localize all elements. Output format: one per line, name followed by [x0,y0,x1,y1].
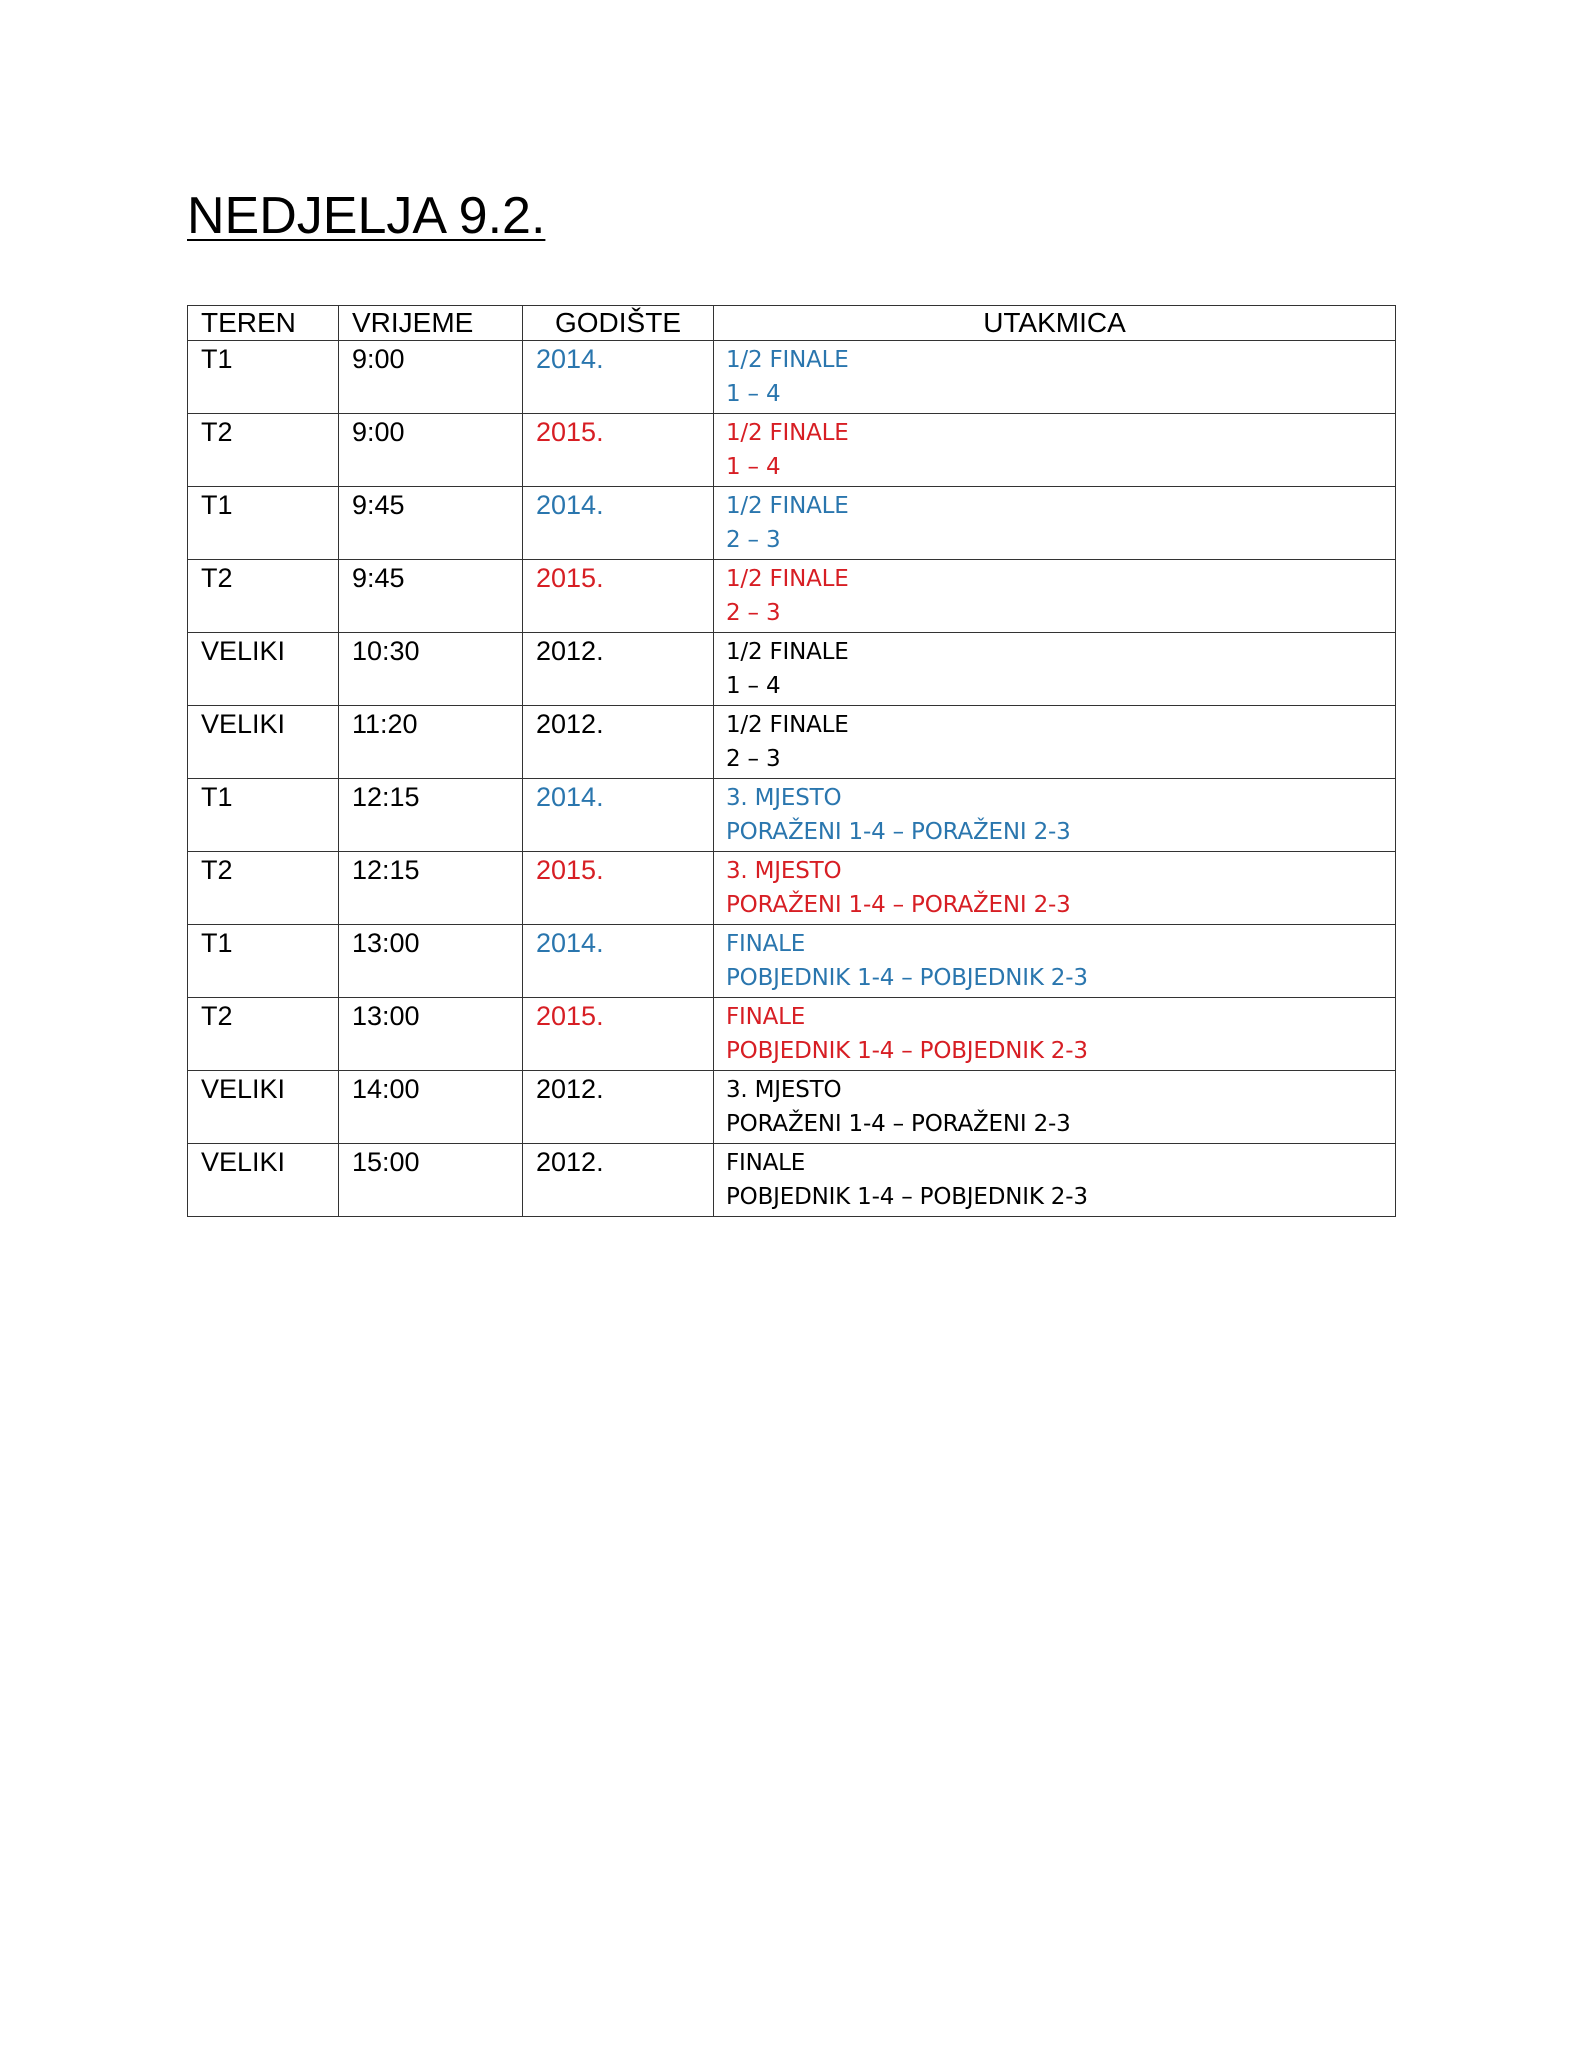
page-title: NEDJELJA 9.2. [187,187,546,245]
utakmica-cell [714,341,1396,414]
teren: T1 [201,490,233,520]
vrijeme-cell [339,633,523,706]
godiste: 2015. [536,417,604,447]
godiste-cell [523,1071,714,1144]
utakmica-cell [714,852,1396,925]
vrijeme: 9:45 [352,563,405,593]
teren: VELIKI [201,1147,286,1177]
table-row [188,706,1396,779]
table-row [188,487,1396,560]
godiste: 2014. [536,490,604,520]
match-stage: 1/2 FINALE [726,639,849,665]
match-pairing: PORAŽENI 1-4 – PORAŽENI 2-3 [726,819,1071,845]
match-pairing: PORAŽENI 1-4 – PORAŽENI 2-3 [726,1111,1071,1137]
table-row [188,998,1396,1071]
vrijeme: 12:15 [352,782,420,812]
utakmica-cell [714,633,1396,706]
godiste-cell [523,633,714,706]
vrijeme-cell [339,1144,523,1217]
teren-cell [188,852,339,925]
match-pairing: 1 – 4 [726,673,781,699]
match-pairing: 2 – 3 [726,527,781,553]
teren-cell [188,414,339,487]
vrijeme: 9:45 [352,490,405,520]
godiste: 2015. [536,1001,604,1031]
teren: T1 [201,344,233,374]
godiste: 2014. [536,928,604,958]
schedule-body [188,341,1396,1217]
teren: VELIKI [201,1074,286,1104]
teren: T1 [201,782,233,812]
match-pairing: POBJEDNIK 1-4 – POBJEDNIK 2-3 [726,965,1088,991]
match-stage: 1/2 FINALE [726,420,849,446]
godiste: 2012. [536,636,604,666]
teren-cell [188,633,339,706]
teren: T2 [201,1001,233,1031]
utakmica-cell [714,925,1396,998]
teren-cell [188,1144,339,1217]
match-pairing: 1 – 4 [726,454,781,480]
teren-cell [188,1071,339,1144]
utakmica-cell [714,779,1396,852]
vrijeme-cell [339,1071,523,1144]
teren: T2 [201,563,233,593]
vrijeme-cell [339,487,523,560]
teren: T2 [201,855,233,885]
teren: VELIKI [201,636,286,666]
schedule-table [187,305,1396,1217]
vrijeme: 9:00 [352,417,405,447]
teren-cell [188,925,339,998]
table-row [188,560,1396,633]
match-pairing: POBJEDNIK 1-4 – POBJEDNIK 2-3 [726,1038,1088,1064]
utakmica-cell [714,1071,1396,1144]
godiste: 2012. [536,1074,604,1104]
vrijeme-cell [339,925,523,998]
match-stage: 1/2 FINALE [726,493,849,519]
vrijeme-cell [339,706,523,779]
utakmica-cell [714,487,1396,560]
teren: T2 [201,417,233,447]
utakmica-cell [714,706,1396,779]
teren-cell [188,706,339,779]
match-stage: 1/2 FINALE [726,347,849,373]
header-godiste: GODIŠTE [523,306,714,341]
godiste-cell [523,341,714,414]
teren: T1 [201,928,233,958]
godiste: 2012. [536,1147,604,1177]
teren-cell [188,779,339,852]
godiste-cell [523,487,714,560]
match-stage: 3. MJESTO [726,858,842,884]
godiste-cell [523,706,714,779]
vrijeme-cell [339,998,523,1071]
godiste: 2015. [536,563,604,593]
utakmica-cell [714,998,1396,1071]
table-row [188,1144,1396,1217]
table-row [188,925,1396,998]
match-pairing: PORAŽENI 1-4 – PORAŽENI 2-3 [726,892,1071,918]
match-stage: 3. MJESTO [726,1077,842,1103]
godiste: 2014. [536,344,604,374]
godiste: 2012. [536,709,604,739]
utakmica-cell [714,414,1396,487]
godiste-cell [523,1144,714,1217]
match-pairing: 2 – 3 [726,746,781,772]
header-utakmica: UTAKMICA [714,306,1396,341]
godiste-cell [523,852,714,925]
godiste-cell [523,925,714,998]
vrijeme-cell [339,341,523,414]
match-stage: 1/2 FINALE [726,566,849,592]
match-pairing: 2 – 3 [726,600,781,626]
vrijeme: 15:00 [352,1147,420,1177]
match-pairing: 1 – 4 [726,381,781,407]
utakmica-cell [714,1144,1396,1217]
teren-cell [188,487,339,560]
godiste-cell [523,779,714,852]
vrijeme: 13:00 [352,1001,420,1031]
table-row [188,633,1396,706]
teren-cell [188,560,339,633]
godiste-cell [523,560,714,633]
vrijeme: 10:30 [352,636,420,666]
table-header-row [188,306,1396,341]
teren: VELIKI [201,709,286,739]
match-pairing: POBJEDNIK 1-4 – POBJEDNIK 2-3 [726,1184,1088,1210]
vrijeme: 12:15 [352,855,420,885]
table-row [188,414,1396,487]
match-stage: FINALE [726,1150,806,1176]
table-row [188,779,1396,852]
table-row [188,341,1396,414]
godiste: 2014. [536,782,604,812]
table-row [188,1071,1396,1144]
header-vrijeme: VRIJEME [339,306,523,341]
teren-cell [188,998,339,1071]
utakmica-cell [714,560,1396,633]
match-stage: 3. MJESTO [726,785,842,811]
vrijeme-cell [339,779,523,852]
teren-cell [188,341,339,414]
vrijeme: 11:20 [352,709,418,739]
header-teren: TEREN [188,306,339,341]
vrijeme: 14:00 [352,1074,420,1104]
vrijeme: 13:00 [352,928,420,958]
table-row [188,852,1396,925]
vrijeme-cell [339,852,523,925]
match-stage: 1/2 FINALE [726,712,849,738]
vrijeme: 9:00 [352,344,405,374]
vrijeme-cell [339,414,523,487]
godiste: 2015. [536,855,604,885]
godiste-cell [523,414,714,487]
vrijeme-cell [339,560,523,633]
match-stage: FINALE [726,931,806,957]
match-stage: FINALE [726,1004,806,1030]
godiste-cell [523,998,714,1071]
